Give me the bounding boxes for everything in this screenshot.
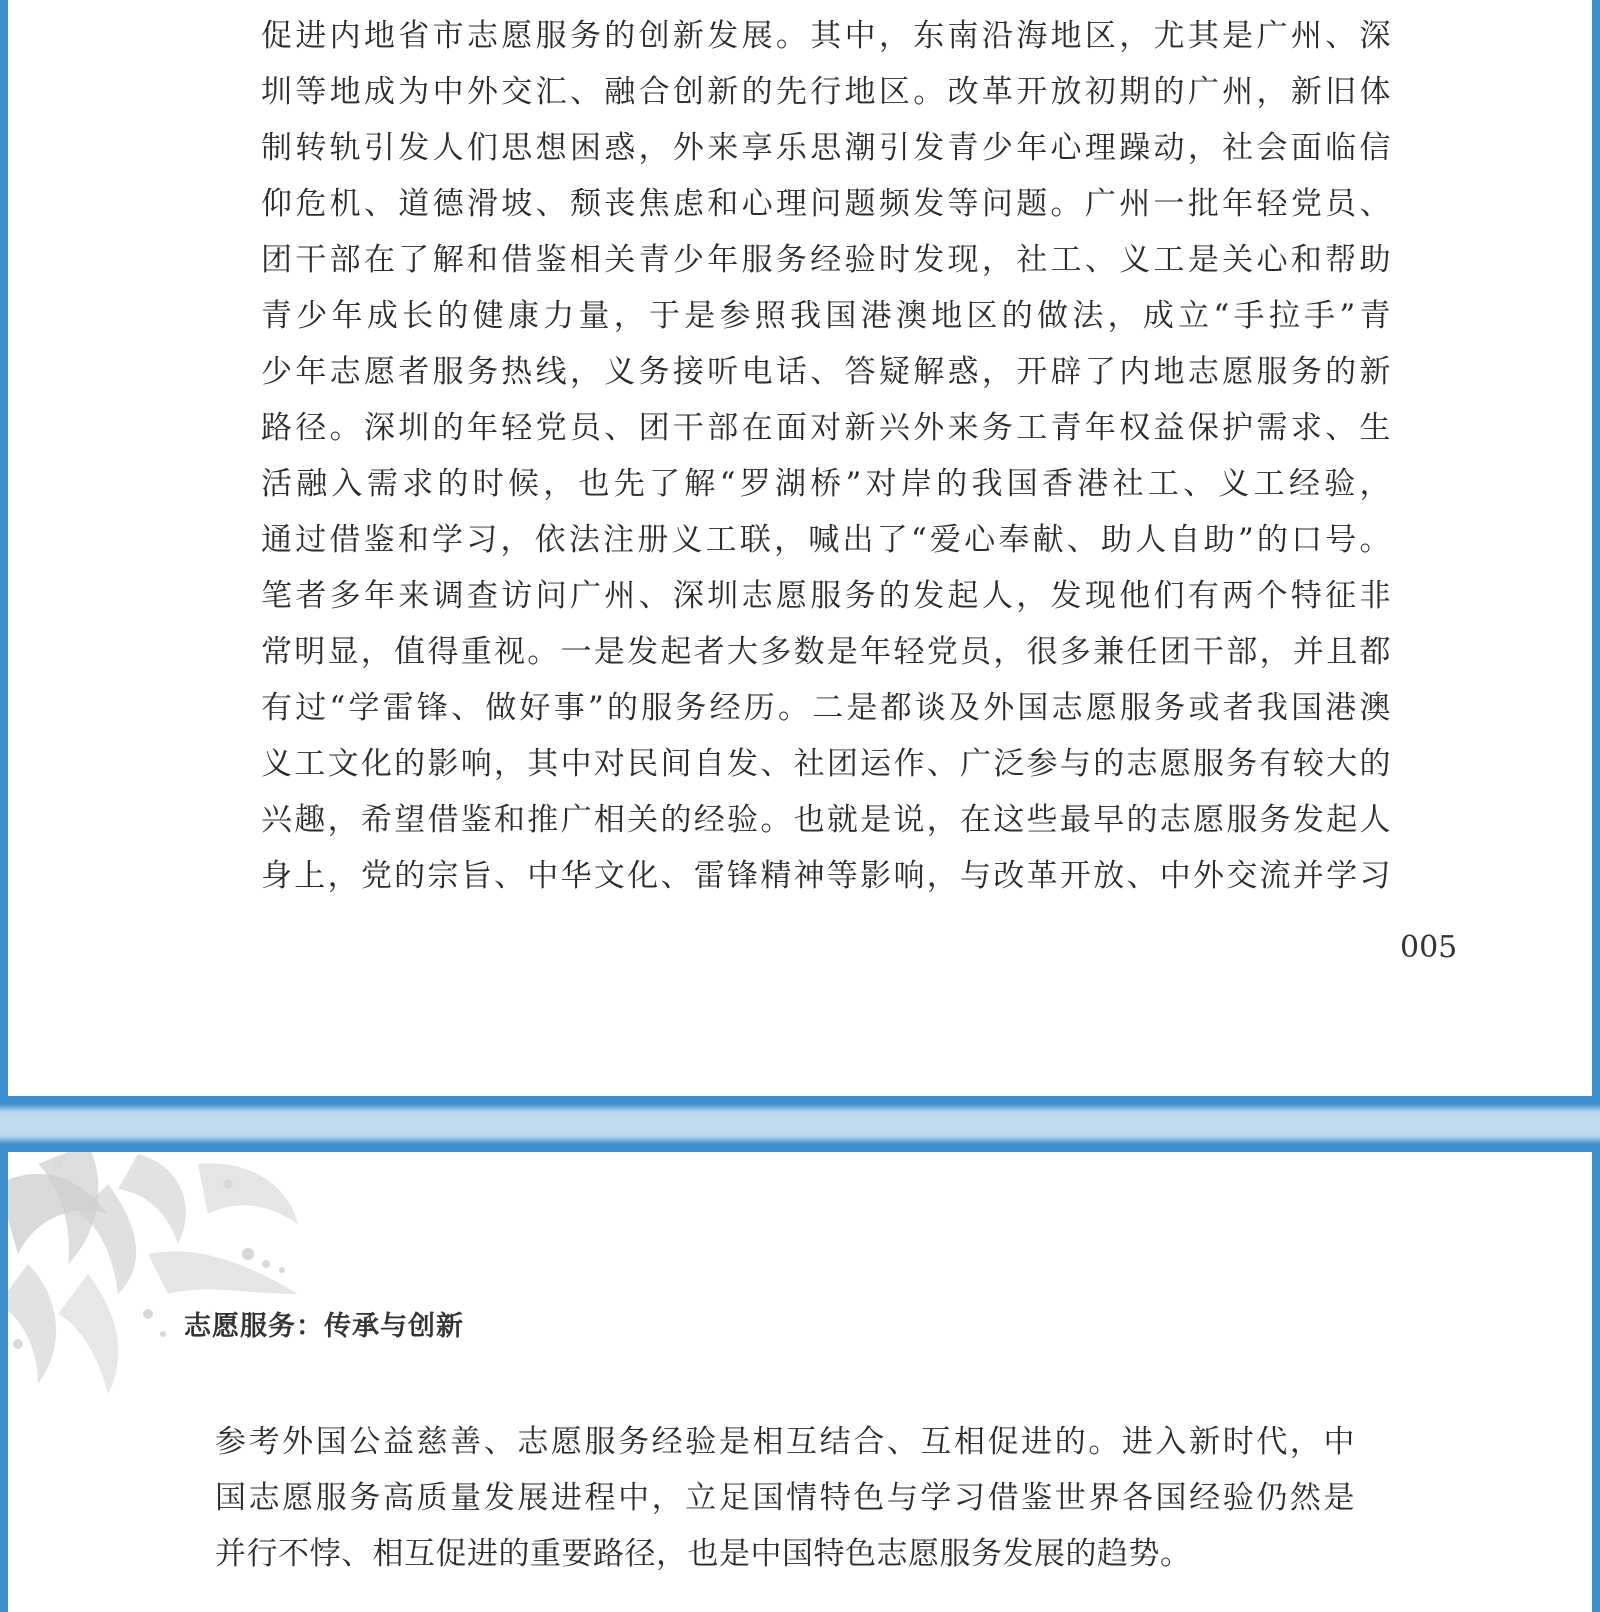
text-line: 通过借鉴和学习，依法注册义工联，喊出了“爱心奉献、助人自助”的口号。 bbox=[261, 522, 1391, 558]
text-line: 义工文化的影响，其中对民间自发、社团运作、广泛参与的志愿服务有较大的 bbox=[261, 746, 1391, 782]
text-line: 有过“学雷锋、做好事”的服务经历。二是都谈及外国志愿服务或者我国港澳 bbox=[261, 690, 1391, 726]
floral-ornament-icon bbox=[8, 1152, 338, 1404]
text-line: 圳等地成为中外交汇、融合创新的先行地区。改革开放初期的广州，新旧体 bbox=[261, 74, 1391, 110]
body-paragraph bbox=[215, 1414, 1355, 1582]
book-page-bottom bbox=[8, 1152, 1592, 1612]
text-line: 少年志愿者服务热线，义务接听电话、答疑解惑，开辟了内地志愿服务的新 bbox=[261, 354, 1391, 390]
running-header: 志愿服务：传承与创新 bbox=[184, 1311, 464, 1342]
text-line: 兴趣，希望借鉴和推广相关的经验。也就是说，在这些最早的志愿服务发起人 bbox=[261, 802, 1391, 838]
body-paragraph bbox=[261, 8, 1391, 904]
text-line: 团干部在了解和借鉴相关青少年服务经验时发现，社工、义工是关心和帮助 bbox=[261, 242, 1391, 278]
page-number: 005 bbox=[1400, 930, 1458, 965]
book-page-top bbox=[8, 0, 1592, 1096]
text-line: 路径。深圳的年轻党员、团干部在面对新兴外来务工青年权益保护需求、生 bbox=[261, 410, 1391, 446]
text-line: 常明显，值得重视。一是发起者大多数是年轻党员，很多兼任团干部，并且都 bbox=[261, 634, 1391, 670]
text-line: 并行不悖、相互促进的重要路径，也是中国特色志愿服务发展的趋势。 bbox=[215, 1536, 1192, 1572]
text-line: 活融入需求的时候，也先了解“罗湖桥”对岸的我国香港社工、义工经验， bbox=[261, 466, 1391, 502]
text-line: 参考外国公益慈善、志愿服务经验是相互结合、互相促进的。进入新时代，中 bbox=[215, 1424, 1355, 1460]
page-gap bbox=[0, 1104, 1600, 1144]
text-line: 促进内地省市志愿服务的创新发展。其中，东南沿海地区，尤其是广州、深 bbox=[261, 18, 1391, 54]
text-line: 笔者多年来调查访问广州、深圳志愿服务的发起人，发现他们有两个特征非 bbox=[261, 578, 1391, 614]
text-line: 身上，党的宗旨、中华文化、雷锋精神等影响，与改革开放、中外交流并学习 bbox=[261, 858, 1391, 894]
text-line: 制转轨引发人们思想困惑，外来享乐思潮引发青少年心理躁动，社会面临信 bbox=[261, 130, 1391, 166]
text-line: 青少年成长的健康力量，于是参照我国港澳地区的做法，成立“手拉手”青 bbox=[261, 298, 1391, 334]
text-line: 国志愿服务高质量发展进程中，立足国情特色与学习借鉴世界各国经验仍然是 bbox=[215, 1480, 1355, 1516]
text-line: 仰危机、道德滑坡、颓丧焦虑和心理问题频发等问题。广州一批年轻党员、 bbox=[261, 186, 1391, 222]
